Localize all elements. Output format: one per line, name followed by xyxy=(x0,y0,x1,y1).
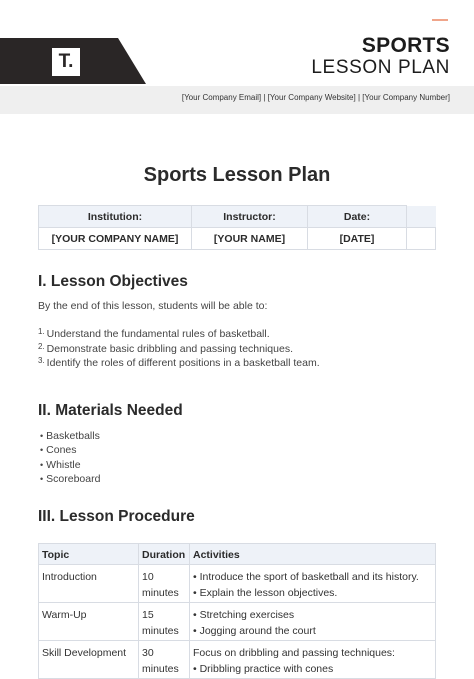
list-text: Identify the roles of different positions in a basketball team. xyxy=(46,357,320,369)
duration-unit: minutes xyxy=(142,625,179,637)
objectives-list xyxy=(38,327,320,371)
duration-value: 10 xyxy=(142,570,154,583)
header-title-sports: SPORTS xyxy=(361,34,450,57)
activities-cell xyxy=(190,640,436,678)
bullet-icon: • xyxy=(40,445,44,456)
info-table xyxy=(38,205,436,250)
contact-info: [Your Company Email] | [Your Company Website] | [Your Company Number] xyxy=(181,93,450,102)
procedure-table xyxy=(38,543,436,679)
list-item xyxy=(40,429,100,443)
list-item xyxy=(38,356,320,371)
bullet-icon: • xyxy=(40,459,44,470)
list-item xyxy=(38,342,320,357)
activities-cell xyxy=(190,602,436,640)
activity-line: • Dribbling practice with cones xyxy=(193,663,334,675)
table-row xyxy=(39,640,436,678)
list-number: 1. xyxy=(38,327,45,336)
info-header-instructor: Instructor: xyxy=(192,206,308,228)
info-header-date: Date: xyxy=(308,206,407,228)
topic-cell: Skill Development xyxy=(39,640,139,678)
list-text: Scoreboard xyxy=(46,472,101,485)
procedure-heading: III. Lesson Procedure xyxy=(38,508,195,525)
list-text: Demonstrate basic dribbling and passing techniques. xyxy=(46,342,293,355)
list-number: 3. xyxy=(38,356,45,365)
duration-value: 30 xyxy=(142,646,154,659)
list-text: Basketballs xyxy=(46,430,100,442)
info-value-blank xyxy=(407,228,436,250)
activity-line: Focus on dribbling and passing techniques: xyxy=(193,646,395,659)
list-item xyxy=(40,472,100,486)
info-header-institution: Institution: xyxy=(39,206,192,228)
list-item xyxy=(38,327,320,342)
activities-cell xyxy=(190,564,436,602)
table-row xyxy=(39,564,436,602)
duration-value: 15 xyxy=(142,608,154,621)
list-item xyxy=(40,443,100,457)
bullet-icon: • xyxy=(40,431,44,441)
activity-line: • Introduce the sport of basketball and its history. xyxy=(193,570,419,583)
info-header-row xyxy=(39,206,436,228)
logo-letter: T. xyxy=(58,51,74,72)
list-text: Cones xyxy=(46,444,77,457)
column-header-activities: Activities xyxy=(190,544,436,565)
duration-unit: minutes xyxy=(142,663,179,675)
info-header-blank xyxy=(407,206,436,228)
activity-line: • Stretching exercises xyxy=(193,608,295,621)
accent-line xyxy=(432,19,448,21)
bullet-icon: • xyxy=(40,473,44,484)
activity-line: • Jogging around the court xyxy=(193,625,316,637)
info-value-instructor: [YOUR NAME] xyxy=(192,228,308,250)
column-header-topic: Topic xyxy=(39,544,139,565)
info-value-institution: [YOUR COMPANY NAME] xyxy=(39,228,192,250)
duration-cell xyxy=(139,602,190,640)
info-value-date: [DATE] xyxy=(308,228,407,250)
procedure-header-row xyxy=(39,544,436,565)
duration-unit: minutes xyxy=(142,587,179,599)
duration-cell xyxy=(139,640,190,678)
activity-line: • Explain the lesson objectives. xyxy=(193,587,338,599)
materials-list xyxy=(40,429,100,486)
column-header-duration: Duration xyxy=(139,544,190,565)
table-row xyxy=(39,602,436,640)
objectives-intro: By the end of this lesson, students will be able to: xyxy=(38,300,268,312)
info-value-row xyxy=(39,228,436,250)
list-text: Whistle xyxy=(46,458,81,471)
company-logo xyxy=(50,46,82,78)
topic-cell: Warm-Up xyxy=(39,602,139,640)
duration-cell xyxy=(139,564,190,602)
topic-cell: Introduction xyxy=(39,564,139,602)
materials-heading: II. Materials Needed xyxy=(38,402,183,419)
list-text: Understand the fundamental rules of basketball. xyxy=(46,328,270,340)
page-title: Sports Lesson Plan xyxy=(143,164,331,186)
list-number: 2. xyxy=(38,341,45,351)
header-title-lesson-plan: LESSON PLAN xyxy=(311,57,450,78)
list-item xyxy=(40,458,100,472)
objectives-heading: I. Lesson Objectives xyxy=(38,273,188,290)
